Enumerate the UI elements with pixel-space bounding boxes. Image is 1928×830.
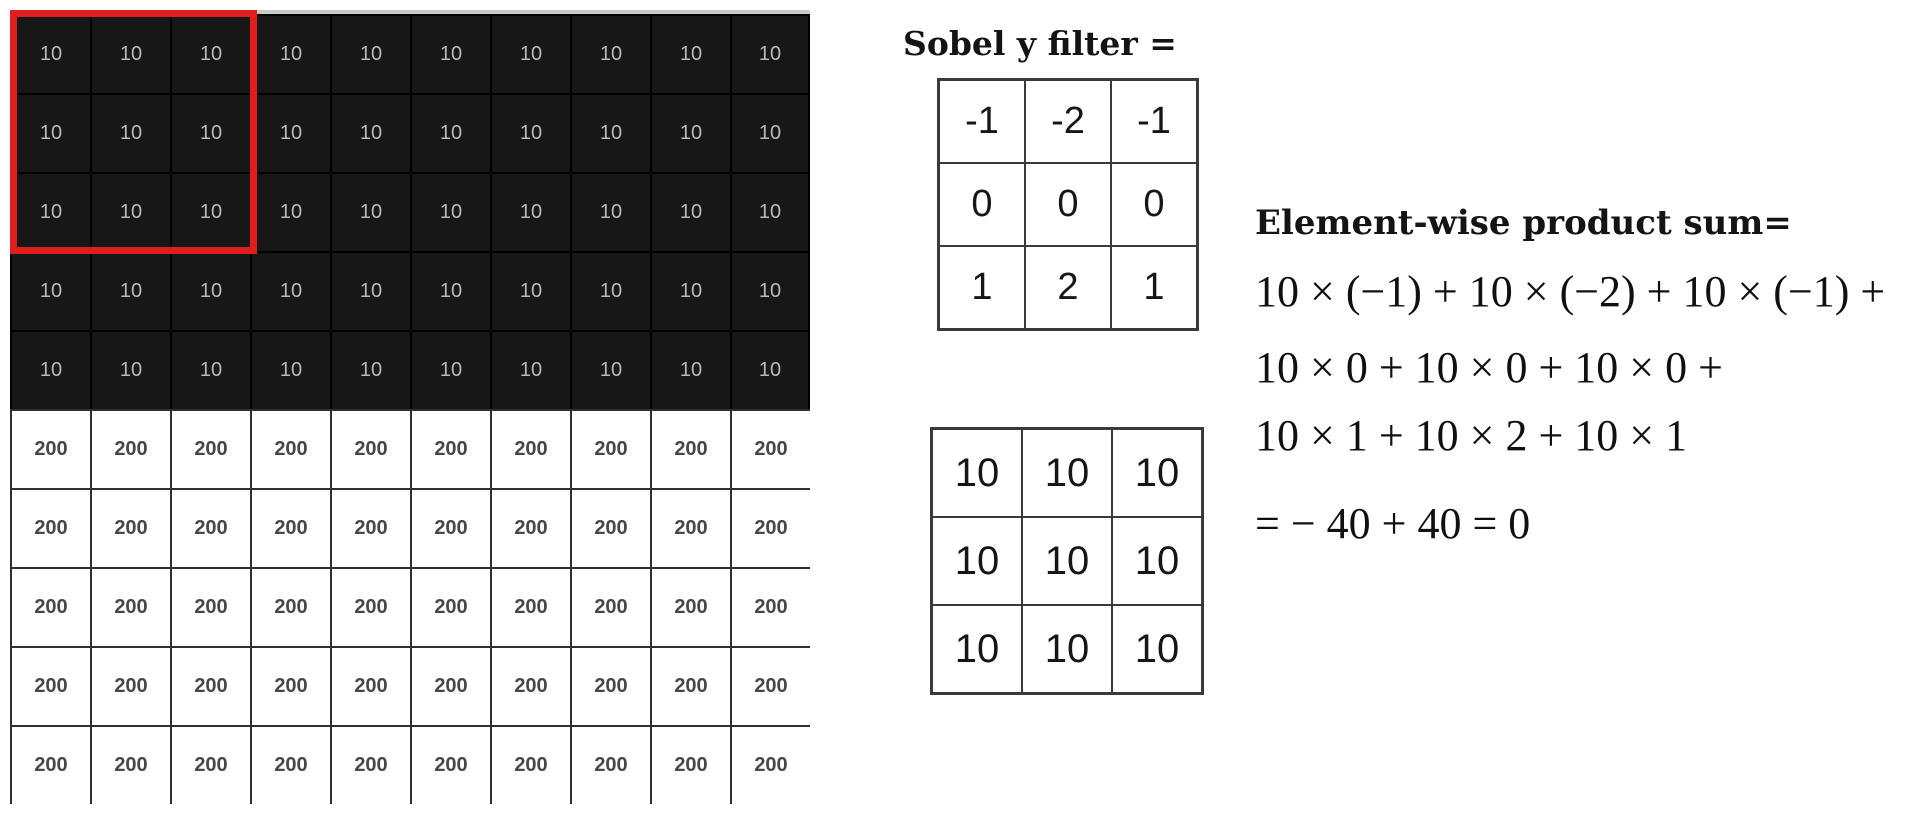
matrix-cell: -1 xyxy=(939,80,1025,163)
pixel-cell: 200 xyxy=(730,567,810,646)
pixel-cell: 10 xyxy=(570,14,650,93)
pixel-cell: 10 xyxy=(570,251,650,330)
pixel-cell: 10 xyxy=(250,330,330,409)
pixel-cell: 10 xyxy=(170,251,250,330)
pixel-cell: 200 xyxy=(330,646,410,725)
pixel-cell: 10 xyxy=(250,14,330,93)
pixel-cell: 10 xyxy=(570,172,650,251)
pixel-cell: 200 xyxy=(90,488,170,567)
pixel-cell: 200 xyxy=(570,646,650,725)
pixel-cell: 200 xyxy=(410,725,490,804)
matrix-cell: 0 xyxy=(1025,163,1111,246)
pixel-cell: 200 xyxy=(730,725,810,804)
matrix-cell: 2 xyxy=(1025,246,1111,329)
pixel-cell: 10 xyxy=(10,172,90,251)
pixel-cell: 200 xyxy=(730,488,810,567)
matrix-cell: 10 xyxy=(932,605,1022,693)
pixel-cell: 10 xyxy=(730,172,810,251)
pixel-cell: 10 xyxy=(650,330,730,409)
pixel-cell: 200 xyxy=(330,409,410,488)
pixel-cell: 10 xyxy=(490,93,570,172)
pixel-cell: 200 xyxy=(10,725,90,804)
pixel-cell: 200 xyxy=(170,725,250,804)
pixel-cell: 10 xyxy=(730,251,810,330)
pixel-cell: 10 xyxy=(90,172,170,251)
pixel-cell: 10 xyxy=(410,14,490,93)
pixel-cell: 10 xyxy=(330,172,410,251)
pixel-cell: 10 xyxy=(170,172,250,251)
pixel-cell: 200 xyxy=(570,725,650,804)
pixel-cell: 10 xyxy=(730,14,810,93)
matrix-cell: 10 xyxy=(932,517,1022,605)
pixel-cell: 200 xyxy=(330,488,410,567)
calc-title: Element-wise product sum= xyxy=(1255,203,1792,243)
matrix-cell: 1 xyxy=(939,246,1025,329)
pixel-cell: 200 xyxy=(90,725,170,804)
pixel-cell: 200 xyxy=(170,409,250,488)
pixel-cell: 200 xyxy=(730,646,810,725)
pixel-cell: 10 xyxy=(570,330,650,409)
matrix-cell: 10 xyxy=(1022,429,1112,517)
pixel-cell: 200 xyxy=(250,646,330,725)
pixel-cell: 10 xyxy=(730,93,810,172)
pixel-cell: 200 xyxy=(10,567,90,646)
pixel-cell: 10 xyxy=(650,93,730,172)
pixel-cell: 200 xyxy=(490,725,570,804)
matrix-cell: 0 xyxy=(1111,163,1197,246)
matrix-cell: 10 xyxy=(932,429,1022,517)
pixel-cell: 200 xyxy=(10,409,90,488)
pixel-cell: 10 xyxy=(330,330,410,409)
matrix-cell: 10 xyxy=(1022,517,1112,605)
pixel-cell: 200 xyxy=(250,409,330,488)
pixel-value-grid xyxy=(10,10,810,804)
pixel-cell: 10 xyxy=(170,14,250,93)
pixel-cell: 200 xyxy=(330,725,410,804)
pixel-cell: 200 xyxy=(10,488,90,567)
sobel-filter-label: Sobel y filter = xyxy=(903,24,1177,63)
pixel-cell: 200 xyxy=(170,488,250,567)
pixel-cell: 10 xyxy=(250,172,330,251)
pixel-cell: 200 xyxy=(490,488,570,567)
calc-line-1: 10 × (−1) + 10 × (−2) + 10 × (−1) + xyxy=(1255,267,1886,316)
pixel-cell: 200 xyxy=(650,725,730,804)
pixel-cell: 10 xyxy=(410,330,490,409)
pixel-cell: 10 xyxy=(90,93,170,172)
pixel-cell: 200 xyxy=(490,409,570,488)
pixel-cell: 10 xyxy=(410,172,490,251)
pixel-cell: 10 xyxy=(330,93,410,172)
pixel-cell: 10 xyxy=(650,251,730,330)
pixel-cell: 200 xyxy=(250,488,330,567)
pixel-cell: 200 xyxy=(90,646,170,725)
pixel-cell: 10 xyxy=(10,93,90,172)
pixel-cell: 200 xyxy=(650,409,730,488)
pixel-cell: 200 xyxy=(330,567,410,646)
pixel-cell: 10 xyxy=(570,93,650,172)
pixel-cell: 200 xyxy=(90,409,170,488)
image-patch-matrix xyxy=(930,427,1204,695)
pixel-cell: 200 xyxy=(410,567,490,646)
pixel-cell: 10 xyxy=(10,251,90,330)
pixel-cell: 200 xyxy=(650,646,730,725)
pixel-cell: 10 xyxy=(90,251,170,330)
pixel-cell: 200 xyxy=(90,567,170,646)
pixel-cell: 10 xyxy=(730,330,810,409)
sobel-filter-matrix xyxy=(937,78,1199,331)
pixel-cell: 200 xyxy=(650,567,730,646)
pixel-cell: 10 xyxy=(170,330,250,409)
pixel-cell: 10 xyxy=(490,14,570,93)
matrix-cell: -1 xyxy=(1111,80,1197,163)
pixel-cell: 200 xyxy=(490,646,570,725)
calc-line-2: 10 × 0 + 10 × 0 + 10 × 0 + xyxy=(1255,343,1723,392)
pixel-cell: 10 xyxy=(490,251,570,330)
pixel-cell: 10 xyxy=(650,172,730,251)
pixel-cell: 200 xyxy=(730,409,810,488)
matrix-cell: 10 xyxy=(1112,605,1202,693)
pixel-cell: 10 xyxy=(90,14,170,93)
pixel-cell: 10 xyxy=(410,251,490,330)
matrix-cell: -2 xyxy=(1025,80,1111,163)
pixel-cell: 10 xyxy=(10,330,90,409)
matrix-cell: 0 xyxy=(939,163,1025,246)
pixel-cell: 200 xyxy=(410,488,490,567)
matrix-cell: 10 xyxy=(1112,429,1202,517)
calc-result-line: = − 40 + 40 = 0 xyxy=(1255,499,1531,548)
pixel-cell: 10 xyxy=(330,251,410,330)
pixel-cell: 10 xyxy=(170,93,250,172)
pixel-cell: 10 xyxy=(490,330,570,409)
pixel-cell: 10 xyxy=(250,251,330,330)
pixel-cell: 200 xyxy=(570,488,650,567)
pixel-cell: 200 xyxy=(250,567,330,646)
matrix-cell: 10 xyxy=(1112,517,1202,605)
pixel-cell: 10 xyxy=(650,14,730,93)
pixel-cell: 10 xyxy=(90,330,170,409)
pixel-cell: 200 xyxy=(410,409,490,488)
calc-line-3: 10 × 1 + 10 × 2 + 10 × 1 xyxy=(1255,411,1688,460)
pixel-cell: 200 xyxy=(570,409,650,488)
pixel-cell: 10 xyxy=(410,93,490,172)
pixel-cell: 10 xyxy=(10,14,90,93)
pixel-cell: 200 xyxy=(570,567,650,646)
pixel-cell: 10 xyxy=(490,172,570,251)
pixel-cell: 200 xyxy=(490,567,570,646)
pixel-cell: 10 xyxy=(250,93,330,172)
pixel-cell: 200 xyxy=(650,488,730,567)
pixel-cell: 200 xyxy=(10,646,90,725)
pixel-cell: 200 xyxy=(250,725,330,804)
pixel-cell: 10 xyxy=(330,14,410,93)
pixel-cell: 200 xyxy=(410,646,490,725)
pixel-cell: 200 xyxy=(170,567,250,646)
pixel-cell: 200 xyxy=(170,646,250,725)
matrix-cell: 10 xyxy=(1022,605,1112,693)
matrix-cell: 1 xyxy=(1111,246,1197,329)
